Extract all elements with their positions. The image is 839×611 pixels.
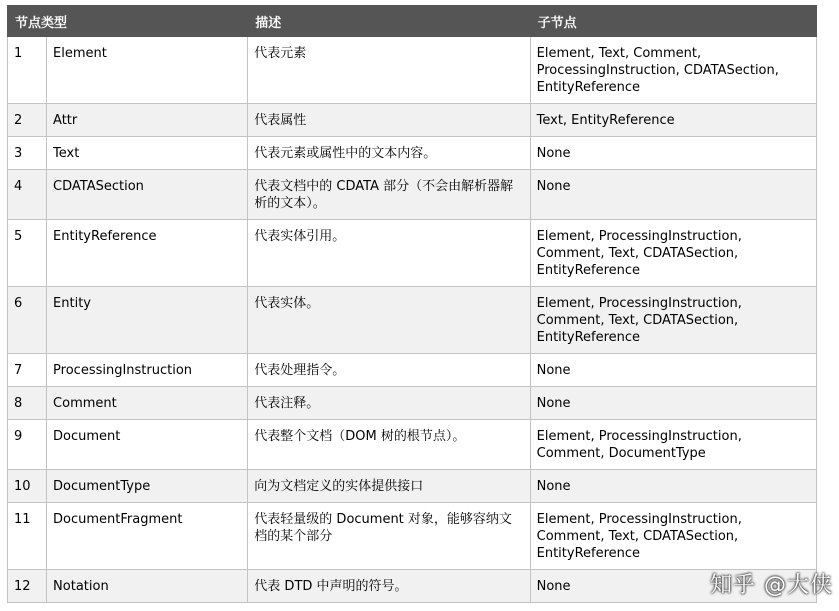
- table-body: [8, 37, 817, 603]
- child-nodes-cell: None: [530, 137, 816, 170]
- row-number-cell: 2: [8, 104, 47, 137]
- table-row: [8, 387, 817, 420]
- node-type-cell: EntityReference: [47, 220, 248, 287]
- table-row: [8, 37, 817, 104]
- node-type-cell: ProcessingInstruction: [47, 354, 248, 387]
- child-nodes-cell: Element, ProcessingInstruction, Comment, Text, CDATASection, EntityReference: [530, 503, 816, 570]
- node-type-cell: CDATASection: [47, 170, 248, 220]
- header-description: 描述: [248, 6, 530, 37]
- node-type-cell: Entity: [47, 287, 248, 354]
- description-cell: 代表处理指令。: [248, 354, 530, 387]
- child-nodes-cell: Element, Text, Comment, ProcessingInstruction, CDATASection, EntityReference: [530, 37, 816, 104]
- node-type-cell: DocumentFragment: [47, 503, 248, 570]
- row-number-cell: 11: [8, 503, 47, 570]
- node-type-cell: Document: [47, 420, 248, 470]
- child-nodes-cell: None: [530, 470, 816, 503]
- child-nodes-cell: None: [530, 170, 816, 220]
- row-number-cell: 12: [8, 570, 47, 603]
- table-row: [8, 137, 817, 170]
- node-type-cell: DocumentType: [47, 470, 248, 503]
- row-number-cell: 6: [8, 287, 47, 354]
- node-type-cell: Notation: [47, 570, 248, 603]
- child-nodes-cell: None: [530, 354, 816, 387]
- description-cell: 代表属性: [248, 104, 530, 137]
- table-row: [8, 570, 817, 603]
- child-nodes-cell: Element, ProcessingInstruction, Comment, DocumentType: [530, 420, 816, 470]
- table-row: [8, 104, 817, 137]
- row-number-cell: 10: [8, 470, 47, 503]
- table-row: [8, 170, 817, 220]
- description-cell: 代表注释。: [248, 387, 530, 420]
- header-node-type: 节点类型: [8, 6, 248, 37]
- child-nodes-cell: None: [530, 570, 816, 603]
- node-type-cell: Attr: [47, 104, 248, 137]
- table-row: [8, 420, 817, 470]
- description-cell: 向为文档定义的实体提供接口: [248, 470, 530, 503]
- description-cell: 代表轻量级的 Document 对象，能够容纳文档的某个部分: [248, 503, 530, 570]
- row-number-cell: 9: [8, 420, 47, 470]
- description-cell: 代表元素或属性中的文本内容。: [248, 137, 530, 170]
- table-row: [8, 503, 817, 570]
- zhihu-watermark: 知乎 @大侠: [710, 573, 833, 598]
- table-row: [8, 220, 817, 287]
- node-types-table-container: [7, 5, 817, 603]
- node-type-cell: Element: [47, 37, 248, 104]
- table-header-row: [8, 6, 817, 37]
- row-number-cell: 7: [8, 354, 47, 387]
- child-nodes-cell: Element, ProcessingInstruction, Comment, Text, CDATASection, EntityReference: [530, 287, 816, 354]
- table-row: [8, 354, 817, 387]
- child-nodes-cell: None: [530, 387, 816, 420]
- header-child-nodes: 子节点: [530, 6, 816, 37]
- description-cell: 代表 DTD 中声明的符号。: [248, 570, 530, 603]
- row-number-cell: 3: [8, 137, 47, 170]
- table-row: [8, 287, 817, 354]
- description-cell: 代表整个文档（DOM 树的根节点）。: [248, 420, 530, 470]
- row-number-cell: 4: [8, 170, 47, 220]
- child-nodes-cell: Element, ProcessingInstruction, Comment, Text, CDATASection, EntityReference: [530, 220, 816, 287]
- description-cell: 代表实体引用。: [248, 220, 530, 287]
- description-cell: 代表实体。: [248, 287, 530, 354]
- description-cell: 代表元素: [248, 37, 530, 104]
- description-cell: 代表文档中的 CDATA 部分（不会由解析器解析的文本）。: [248, 170, 530, 220]
- table-row: [8, 470, 817, 503]
- node-type-cell: Comment: [47, 387, 248, 420]
- row-number-cell: 8: [8, 387, 47, 420]
- child-nodes-cell: Text, EntityReference: [530, 104, 816, 137]
- row-number-cell: 5: [8, 220, 47, 287]
- node-type-cell: Text: [47, 137, 248, 170]
- node-types-table: [7, 5, 817, 603]
- row-number-cell: 1: [8, 37, 47, 104]
